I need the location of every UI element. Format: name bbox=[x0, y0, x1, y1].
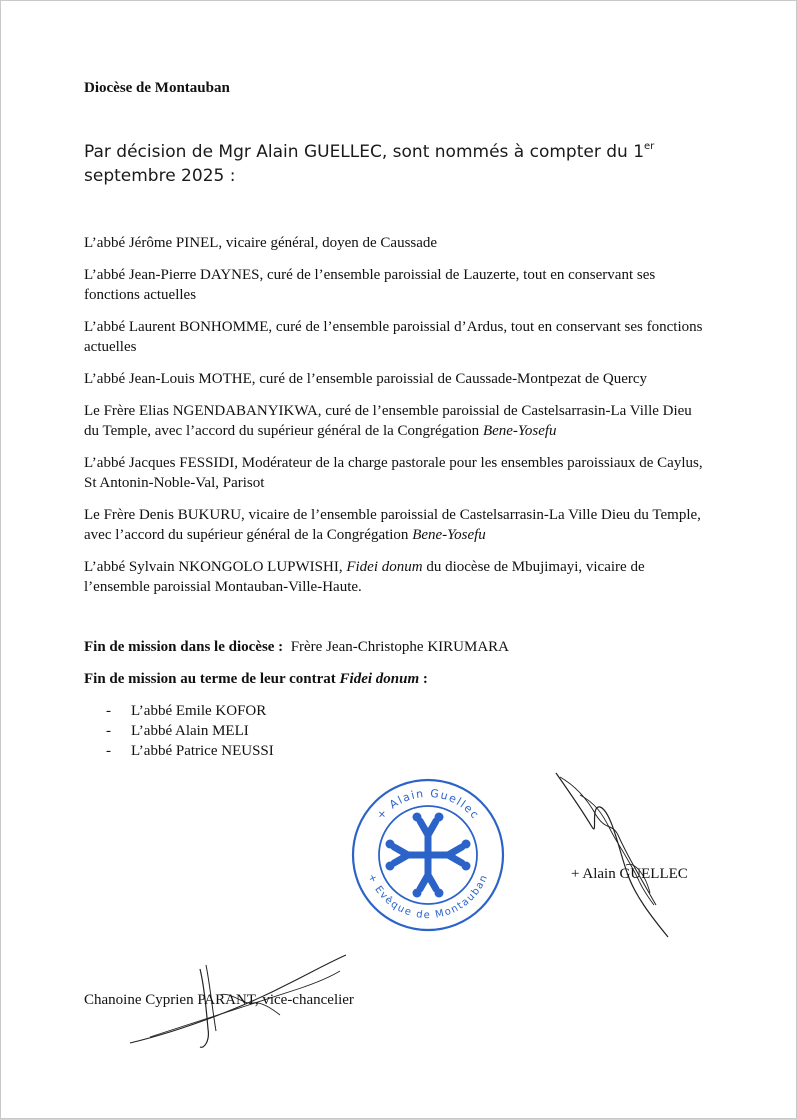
list-item: - L’abbé Patrice NEUSSI bbox=[106, 743, 274, 759]
nomination-item: Le Frère Elias NGENDABANYIKWA, curé de l’ensemble paroissial de Castelsarrasin-La Ville Dieu du Temple, avec l’accord du supérieur général de la Congrégation Bene-Yosefu bbox=[84, 403, 692, 439]
decision-text-continued: septembre 2025 : bbox=[84, 166, 236, 186]
chancellor-name: Chanoine Cyprien PARANT, vice-chancelier bbox=[84, 992, 354, 1008]
list-item: - L’abbé Emile KOFOR bbox=[106, 703, 267, 719]
end-of-mission-label: Fin de mission dans le diocèse : bbox=[84, 639, 284, 655]
nomination-item: L’abbé Laurent BONHOMME, curé de l’ensemble paroissial d’Ardus, tout en conservant ses fonctions actuelles bbox=[84, 319, 703, 355]
end-of-contract-heading: Fin de mission au terme de leur contrat Fidei donum : bbox=[84, 671, 428, 687]
nominations-list bbox=[84, 233, 704, 609]
nomination-item: Le Frère Denis BUKURU, vicaire de l’ensemble paroissial de Castelsarrasin-La Ville Dieu du Temple, avec l’accord du supérieur général de la Congrégation Bene-Yosefu bbox=[84, 507, 701, 543]
bishop-name: + Alain GUELLEC bbox=[571, 866, 688, 882]
occitan-cross-icon bbox=[394, 821, 462, 889]
diocese-heading: Diocèse de Montauban bbox=[84, 80, 230, 96]
decision-superscript: er bbox=[644, 141, 655, 152]
decision-heading bbox=[84, 140, 684, 188]
nomination-item: L’abbé Jacques FESSIDI, Modérateur de la charge pastorale pour les ensembles paroissiaux de Caylus, St Antonin-Noble-Val, Parisot bbox=[84, 455, 703, 491]
nomination-item: L’abbé Jean-Louis MOTHE, curé de l’ensemble paroissial de Caussade-Montpezat de Quercy bbox=[84, 371, 648, 387]
nomination-item: L’abbé Sylvain NKONGOLO LUPWISHI, Fidei donum du diocèse de Mbujimayi, vicaire de l’ensemble paroissial Montauban-Ville-Haute. bbox=[84, 559, 645, 595]
svg-text:+ Alain Guellec bbox=[374, 787, 482, 822]
bishop-signature bbox=[540, 765, 690, 940]
seal-top-text: + Alain Guellec bbox=[374, 786, 483, 823]
nomination-item: L’abbé Jean-Pierre DAYNES, curé de l’ensemble paroissial de Lauzerte, tout en conservant ses fonctions actuelles bbox=[84, 267, 656, 303]
end-of-mission bbox=[84, 637, 509, 657]
list-item: - L’abbé Alain MELI bbox=[106, 723, 249, 739]
nomination-item: L’abbé Jérôme PINEL, vicaire général, doyen de Caussade bbox=[84, 235, 438, 251]
decision-text: Par décision de Mgr Alain GUELLEC, sont nommés à compter du 1 bbox=[84, 142, 645, 162]
seal-bottom-text: + Evêque de Montauban bbox=[365, 872, 491, 922]
episcopal-seal bbox=[348, 775, 508, 935]
end-of-contract-list bbox=[84, 701, 274, 761]
end-of-mission-name: Frère Jean-Christophe KIRUMARA bbox=[290, 639, 509, 655]
